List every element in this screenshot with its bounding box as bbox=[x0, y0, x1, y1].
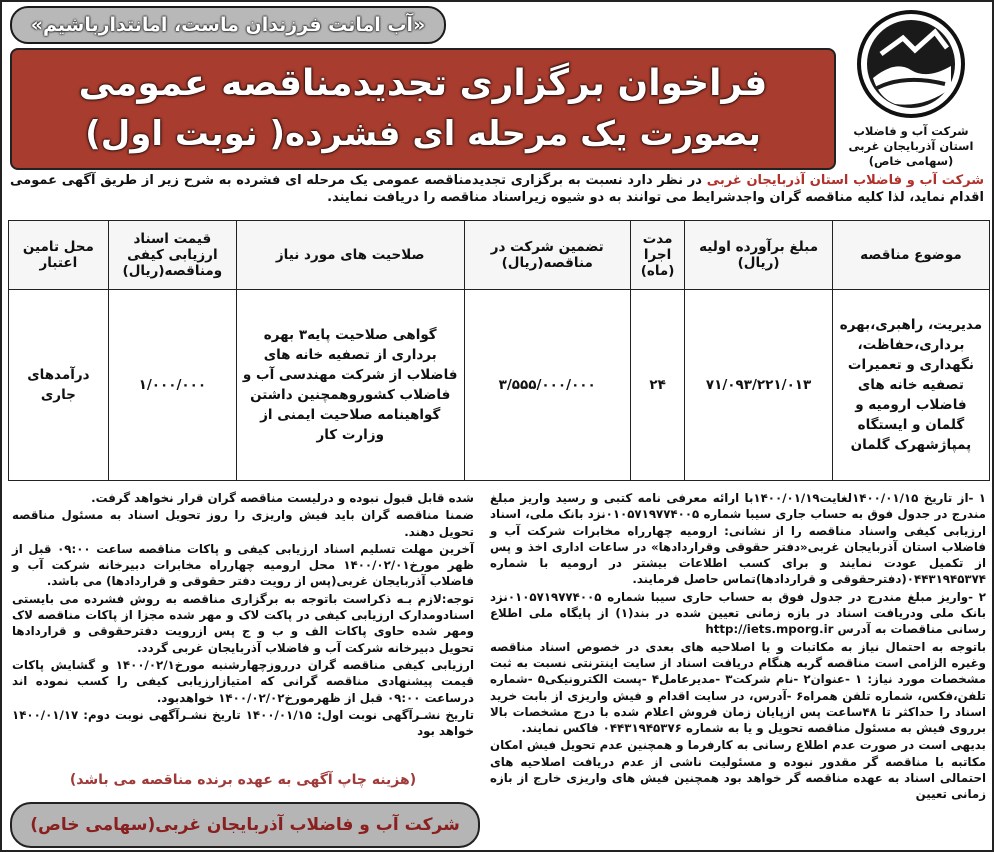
header-duration: مدت اجرا (ماه) bbox=[630, 221, 684, 290]
condition-10: تاریخ نشـرآگهی نوبت اول: ۱۴۰۰/۰۱/۱۵ تاریخ نشـرآگهی نوبت دوم: ۱۴۰۰/۰۱/۱۷ خواهد بود bbox=[12, 707, 475, 739]
title-line-1: فراخوان برگزاری تجدیدمناقصه عمومی bbox=[78, 63, 768, 104]
cell-qualifications: گواهی صلاحیت پایه۳ بهره برداری از تصفیه خانه های فاضلاب از شرکت مهندسی آب و فاضلاب کشوروهمچنین داشتن گواهینامه صلاحیت ایمنی از وزارت کار bbox=[236, 290, 464, 481]
company-logo-block bbox=[836, 8, 986, 168]
header-subject: موضوع مناقصه bbox=[832, 221, 989, 290]
condition-5: شده قابل قبول نبوده و درلیست مناقصه گران قرار نخواهد گرفت. bbox=[91, 491, 474, 505]
condition-6: ضمنا مناقصه گران باید فیش واریزی را روز تحویل اسناد به مسئول مناقصه تحویل دهند. bbox=[12, 508, 474, 539]
intro-paragraph bbox=[10, 172, 984, 206]
condition-3: باتوجه به احتمال نیاز به مکاتبات و یا اصلاحیه های بعدی در خصوص اسناد مناقصه وغیره الزامی است مناقصه گربه هنگام دریافت اسناد از سایت اینترنتی نسبت به ثبت مشخصات مورد نیاز: ۱ -عنوان۲ -نام شرکت۳ -مدیرعامل۴ -پست الکترونیکی۵ -شماره تلفن،فکس، شماره تلفن همراه۶ -آدرس، در سایت اقدام و فیش واریزی از بابت خرید اسناد را حداکثر تا ۴۸ساعت پس ازپایان زمان فروش اعلام شده با درج مشخصات بالا برروی فیش به مسئول مناقصه تحویل و یا به شماره ۰۴۴۳۱۹۴۵۳۷۶ فاکس نمایند. bbox=[490, 639, 987, 736]
tender-table bbox=[8, 220, 990, 481]
table-row bbox=[9, 290, 990, 481]
table-header-row bbox=[9, 221, 990, 290]
footer-company-box: شرکت آب و فاضلاب آذربایجان غربی(سهامی خاص) bbox=[10, 802, 480, 848]
tender-site-link[interactable]: http://iets.mporg.ir bbox=[705, 622, 834, 637]
cell-estimate: ۷۱/۰۹۳/۲۲۱/۰۱۳ bbox=[685, 290, 833, 481]
slogan-box: «آب امانت فرزندان ماست، امانتدارباشیم» bbox=[10, 6, 446, 44]
title-line-2: بصورت یک مرحله ای فشرده( نوبت اول) bbox=[85, 114, 761, 154]
header-estimate: مبلغ برآورده اولیه (ریال) bbox=[685, 221, 833, 290]
cell-doc-price: ۱/۰۰۰/۰۰۰ bbox=[108, 290, 236, 481]
logo-caption-3: (سهامی خاص) bbox=[868, 154, 954, 168]
fee-note: (هزینه چاپ آگهی به عهده برنده مناقصه می باشد) bbox=[69, 772, 417, 788]
condition-4: بدیهی است در صورت عدم اطلاع رسانی به کارفرما و همچنین عدم تحویل فیش امکان مکاتبه با مناقصه گر مقدور نبوده و مسئولیت ناشی از عدم دریافت اصلاحیه های احتمالی اسناد به عهده مناقصه گر خواهد بود همچنین فیش های واریزی خارج از بازه زمانی تعیین bbox=[490, 738, 986, 802]
logo-caption-1: شرکت آب و فاضلاب bbox=[853, 124, 969, 138]
condition-7: آخرین مهلت تسلیم اسناد ارزیابی کیفی و پاکات مناقصه ساعت ۰۹:۰۰ قبل از ظهر مورخ۱۴۰۰/۰۲/۰۱ محل ارومیه چهارراه مخابرات دبیرخانه شرکت آب و فاضلاب آذربایجان غربی(پس از رویت دفتر حقوقی و قراردادها) می باشد. bbox=[12, 541, 475, 589]
title-banner bbox=[10, 48, 836, 170]
cell-duration: ۲۴ bbox=[630, 290, 684, 481]
header-guarantee: تضمین شرکت در مناقصه(ریال) bbox=[464, 221, 630, 290]
condition-2-text: ۲ -واریز مبلغ مندرج در جدول فوق به حساب حاری سیبا شماره ۰۱۰۵۷۱۹۷۷۴۰۰۵نزد بانک ملی ودریافت اسناد در بازه زمانی تعیین شده در بند(۱) از پایگاه ملی اطلاع رسانی مناقصات به آدرس bbox=[490, 589, 986, 637]
intro-text: در نظر دارد نسبت به برگزاری تجدیدمناقصه عمومی یک مرحله ای فشرده به شرح زیر از طریق آگهی عمومی اقدام نماید، لذا کلیه مناقصه گران واجدشرایط می توانند به دو شیوه زیراسناد مناقصه را دریافت نمایند. bbox=[10, 173, 984, 205]
conditions-left-column bbox=[12, 490, 474, 740]
cell-subject: مدیریت، راهبری،بهره برداری،حفاظت، نگهداری و تعمیرات تصفیه خانه های فاضلاب ارومیه و گلمان و ایستگاه پمپاژشهرک گلمان bbox=[832, 290, 989, 481]
header-qualifications: صلاحیت های مورد نیاز bbox=[236, 221, 464, 290]
header-doc-price: قیمت اسناد ارزیابی کیفی ومناقصه(ریال) bbox=[108, 221, 236, 290]
condition-8: توجه:لازم بـه ذکراست باتوجه به برگزاری مناقصه به روش فشرده می بایستی اسنادومدارک ارزیابی کیفی در پاکت لاک و مهر شده مجزا از پاکات مناقصه لاک ومهر شده حاوی پاکات الف و ب و ج پس ازرویت دفترحقوقی و قراردادها تحویل دبیرخانه شرکت آب و فاضلاب آذربایجان غربی گردد. bbox=[12, 591, 474, 655]
conditions-right-column bbox=[490, 490, 986, 804]
header-funding: محل تامین اعتبار bbox=[9, 221, 109, 290]
condition-1: ۱ -از تاریخ ۱۴۰۰/۰۱/۱۵لغایت۱۴۰۰/۰۱/۱۹با ارائه معرفی نامه کتبی و رسید واریز مبلغ مندرج در جدول فوق به حساب جاری سیبا شماره ۰۱۰۵۷۱۹۷۷۴۰۰۵نزد بانک ملی، اسناد ارزیابی کیفی واسناد مناقصه را از نشانی: ارومیه چهارراه مخابرات شرکت آب و فاضلاب استان آذربایجان غربی«دفتر حقوقی وقراردادها» در ساعات اداری اخذ و پس از تکمیل عودت نمایند و برای کسب اطلاعات بیشتر در ارومیه با شماره ۰۴۴۳۱۹۴۵۳۷۴(دفترحقوقی و قراردادها)تماس حاصل فرمایند. bbox=[490, 491, 986, 587]
logo-caption-2: استان آذربایجان غربی bbox=[848, 139, 974, 153]
intro-company-name: شرکت آب و فاضلاب استان آذربایجان غربی bbox=[706, 173, 984, 188]
water-drop-logo-icon bbox=[855, 8, 967, 120]
condition-9: ارزیابی کیفی مناقصه گران درروزچهارشنبه مورخ۱۴۰۰/۰۲/۱ و گشایش پاکات قیمت پیشنهادی مناقصه گرانی که امتیازارزیابی کیفی را کسب نموده اند درساعت ۰۹:۰۰ قبل از ظهرمورخ۱۴۰۰/۰۲/۰۲ خواهدبود. bbox=[12, 657, 474, 705]
cell-funding: درآمدهای جاری bbox=[9, 290, 109, 481]
cell-guarantee: ۳/۵۵۵/۰۰۰/۰۰۰ bbox=[464, 290, 630, 481]
condition-2 bbox=[490, 589, 986, 638]
